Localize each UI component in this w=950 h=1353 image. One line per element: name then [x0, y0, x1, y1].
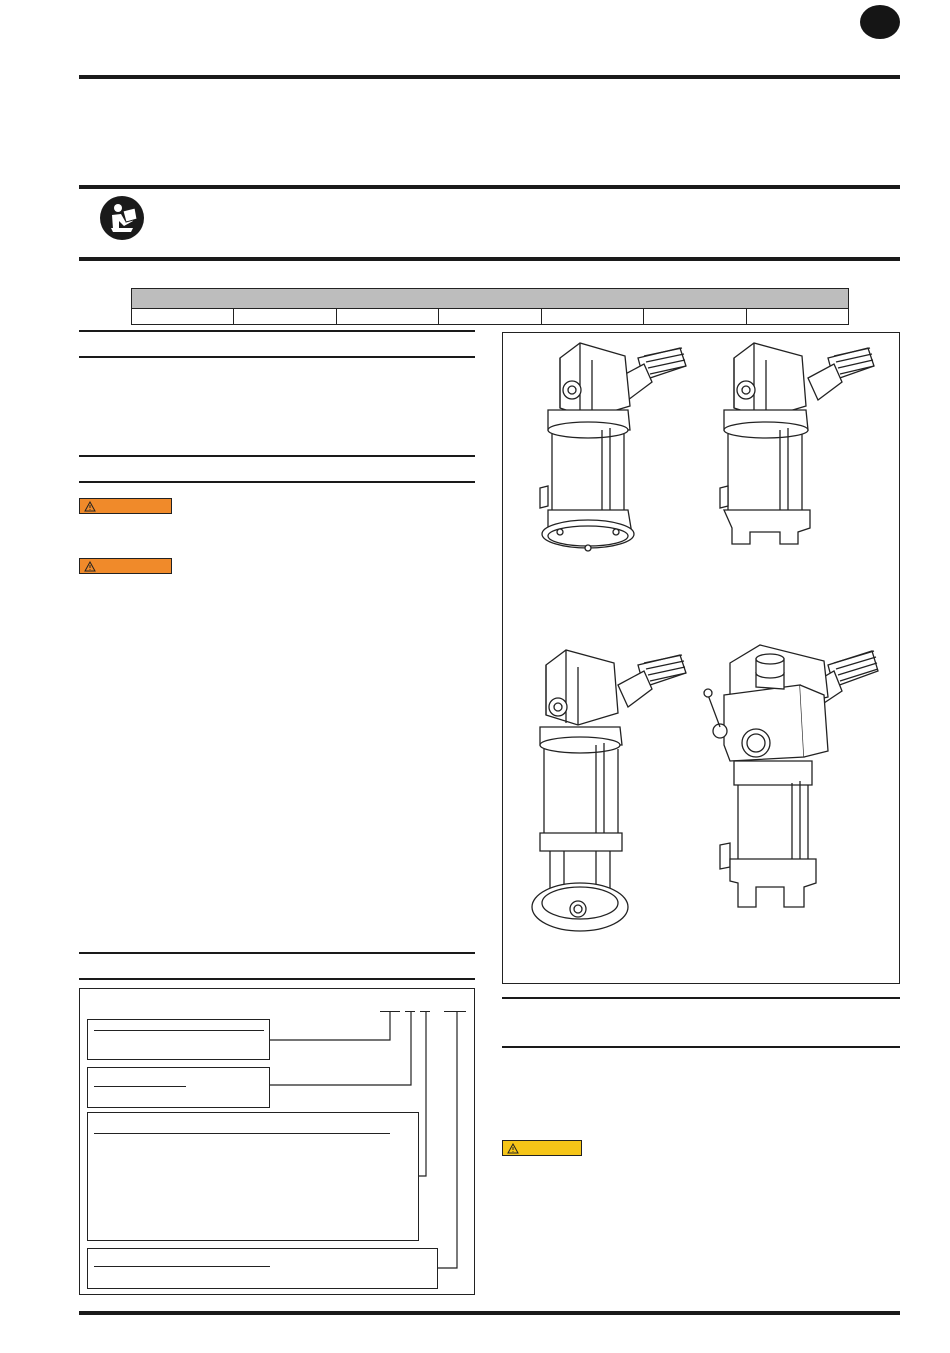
spec-table-row [132, 309, 848, 325]
spec-table-cell [439, 309, 541, 325]
footer-rule [79, 1311, 900, 1315]
spec-table-cell [542, 309, 644, 325]
warning-label [79, 498, 172, 514]
warning-triangle-icon [84, 501, 96, 512]
read-manual-icon [99, 195, 145, 241]
right-rule-1 [502, 997, 900, 999]
left-rule-1 [79, 330, 475, 332]
pump-motor-flange-base-icon [520, 338, 700, 568]
spec-table-cell [644, 309, 746, 325]
pump-motor-foot-base-icon [710, 338, 880, 548]
left-rule-4 [79, 481, 475, 483]
code-connector-lines [79, 988, 475, 1295]
header-rule-top [79, 75, 900, 79]
spec-table [131, 288, 849, 325]
pump-motor-tie-rod-base-icon [520, 645, 700, 940]
right-rule-2 [502, 1046, 900, 1048]
pump-motor-regulator-icon [700, 635, 890, 920]
caution-label [502, 1140, 582, 1156]
warning-triangle-icon [84, 561, 96, 572]
warning-triangle-icon [507, 1143, 519, 1154]
language-badge [860, 5, 900, 39]
spec-table-cell [337, 309, 439, 325]
section-rule-top [79, 185, 900, 189]
spec-table-cell [234, 309, 336, 325]
spec-table-cell [132, 309, 234, 325]
warning-label [79, 558, 172, 574]
spec-table-header [132, 289, 848, 309]
spec-table-cell [747, 309, 848, 325]
left-rule-3 [79, 455, 475, 457]
left-rule-2 [79, 356, 475, 358]
left-rule-6 [79, 978, 475, 980]
section-rule-bottom [79, 257, 900, 261]
left-rule-5 [79, 952, 475, 954]
